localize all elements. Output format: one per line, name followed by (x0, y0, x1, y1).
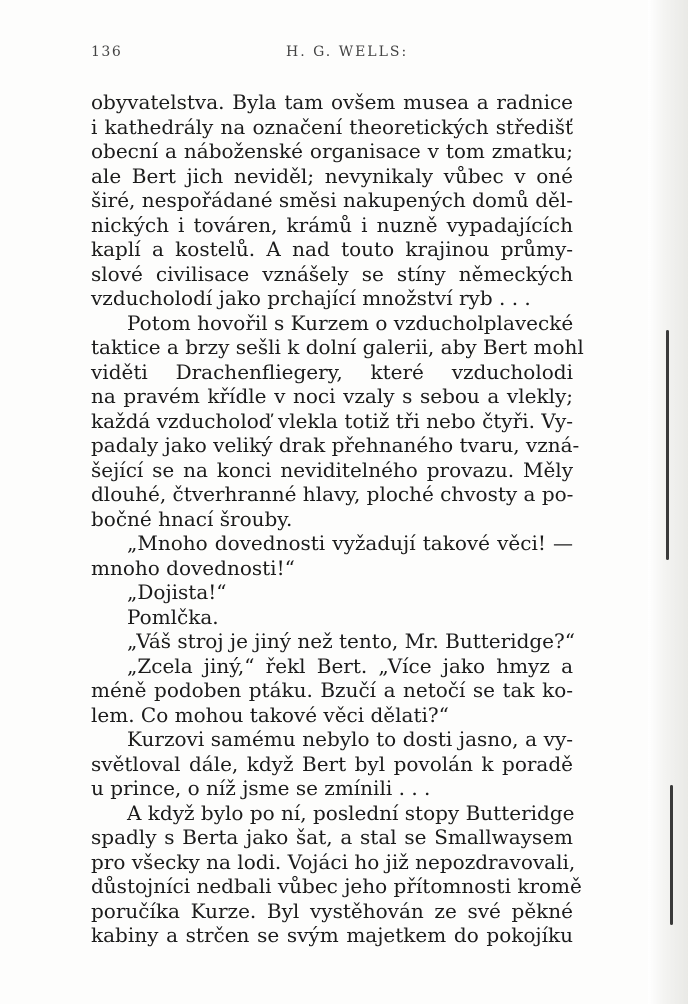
body-text (91, 90, 584, 948)
page-edge-shadow (648, 0, 688, 1004)
text-line: Kurzovi samému nebylo to dosti jasno, a vy- (127, 727, 573, 751)
text-line: důstojníci nedbali vůbec jeho přítomnosti kromě (91, 874, 582, 898)
binding-mark (670, 785, 673, 925)
text-line: pro všecky na lodi. Vojáci ho již nepozdravovali, (91, 849, 576, 874)
text-line: vzducholodí jako prchající množství ryb . . . (91, 286, 531, 310)
text-line: mnoho dovednosti!“ (91, 555, 295, 580)
text-line: ale Bert jich neviděl; nevynikaly vůbec v oné (91, 163, 573, 188)
text-line: lem. Co mohou takové věci dělati?“ (91, 702, 449, 727)
text-line: kabiny a strčen se svým majetkem do pokojíku (91, 923, 573, 947)
text-line: „Dojista!“ (127, 580, 227, 604)
text-line: slové civilisace vznášely se stíny německých (91, 261, 573, 286)
text-line: viděti Drachenfliegery, které vzducholodi (91, 359, 573, 384)
text-line: Pomlčka. (127, 604, 219, 629)
text-line: světloval dále, když Bert byl povolán k poradě (91, 751, 573, 776)
text-line: obecní a náboženské organisace v tom zmatku; (91, 139, 573, 163)
text-line: méně podoben ptáku. Bzučí a netočí se tak ko- (91, 678, 573, 702)
text-line: obyvatelstva. Byla tam ovšem musea a radnice (91, 90, 573, 114)
text-line: dlouhé, čtverhranné hlavy, ploché chvosty a po- (91, 482, 574, 506)
text-line: „Mnoho dovednosti vyžadují takové věci! — (127, 531, 573, 555)
running-head-title: H. G. WELLS: (286, 44, 409, 60)
text-line: i kathedrály na označení theoretických středišť (91, 114, 573, 139)
page-number: 136 (91, 44, 123, 60)
text-line: bočné hnací šrouby. (91, 506, 293, 531)
text-line: kaplí a kostelů. A nad touto krajinou průmy- (91, 237, 573, 261)
text-line: každá vzducholoď vlekla totiž tři nebo čtyři. Vy- (91, 408, 573, 433)
text-line: poručíka Kurze. Byl vystěhován ze své pěkné (91, 898, 573, 923)
text-line: nických i továren, krámů i nuzně vypadajících (91, 212, 573, 237)
text-line: na pravém křídle v noci vzaly s sebou a vlekly; (91, 384, 573, 408)
text-line: „Zcela jiný,“ řekl Bert. „Více jako hmyz a (127, 653, 573, 678)
text-line: padaly jako veliký drak přehnaného tvaru, vzná- (91, 433, 580, 457)
binding-mark (666, 330, 669, 560)
text-line: u prince, o níž jsme se zmínili . . . (91, 776, 431, 800)
text-line: A když bylo po ní, poslední stopy Butteridge (127, 800, 575, 825)
text-line: šející se na konci neviditelného provazu. Měly (91, 457, 573, 482)
text-line: spadly s Berta jako šat, a stal se Smallwaysem (91, 825, 573, 849)
text-line: širé, nespořádané směsi nakupených domů děl- (91, 188, 573, 212)
text-line: taktice a brzy sešli k dolní galerii, aby Bert mohl (91, 335, 584, 359)
running-header (91, 44, 573, 66)
text-line: „Váš stroj je jiný než tento, Mr. Butteridge?“ (127, 629, 575, 653)
text-line: Potom hovořil s Kurzem o vzducholplavecké (127, 310, 574, 335)
